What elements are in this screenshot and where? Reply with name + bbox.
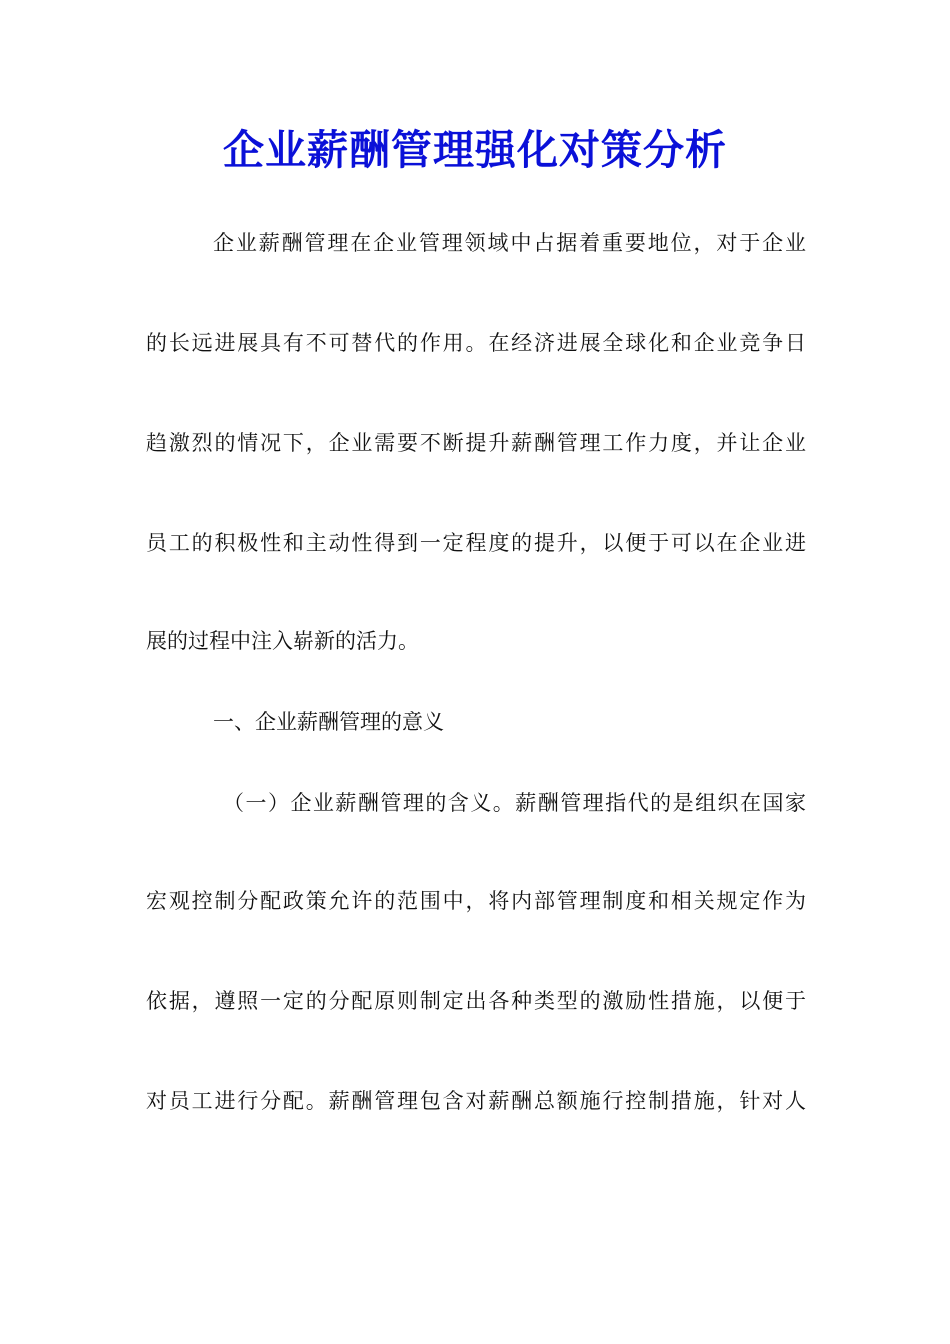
document-title: 企业薪酬管理强化对策分析 xyxy=(223,126,727,174)
paragraph-1-line-4: 员工的积极性和主动性得到一定程度的提升，以便于可以在企业进 xyxy=(146,531,806,555)
paragraph-2-line-3: 依据，遵照一定的分配原则制定出各种类型的激励性措施，以便于 xyxy=(146,989,806,1013)
section-heading: 一、企业薪酬管理的意义 xyxy=(213,710,444,734)
paragraph-2-line-4: 对员工进行分配。薪酬管理包含对薪酬总额施行控制措施，针对人 xyxy=(146,1089,806,1113)
paragraph-1-line-5: 展的过程中注入崭新的活力。 xyxy=(146,629,419,653)
paragraph-1-line-3: 趋激烈的情况下，企业需要不断提升薪酬管理工作力度，并让企业 xyxy=(146,431,806,455)
paragraph-2-line-2: 宏观控制分配政策允许的范围中，将内部管理制度和相关规定作为 xyxy=(146,889,806,913)
paragraph-1-line-2: 的长远进展具有不可替代的作用。在经济进展全球化和企业竞争日 xyxy=(146,331,806,355)
paragraph-1-line-1: 企业薪酬管理在企业管理领域中占据着重要地位，对于企业 xyxy=(213,231,806,255)
paragraph-2-line-1: （一）企业薪酬管理的含义。薪酬管理指代的是组织在国家 xyxy=(223,791,806,815)
